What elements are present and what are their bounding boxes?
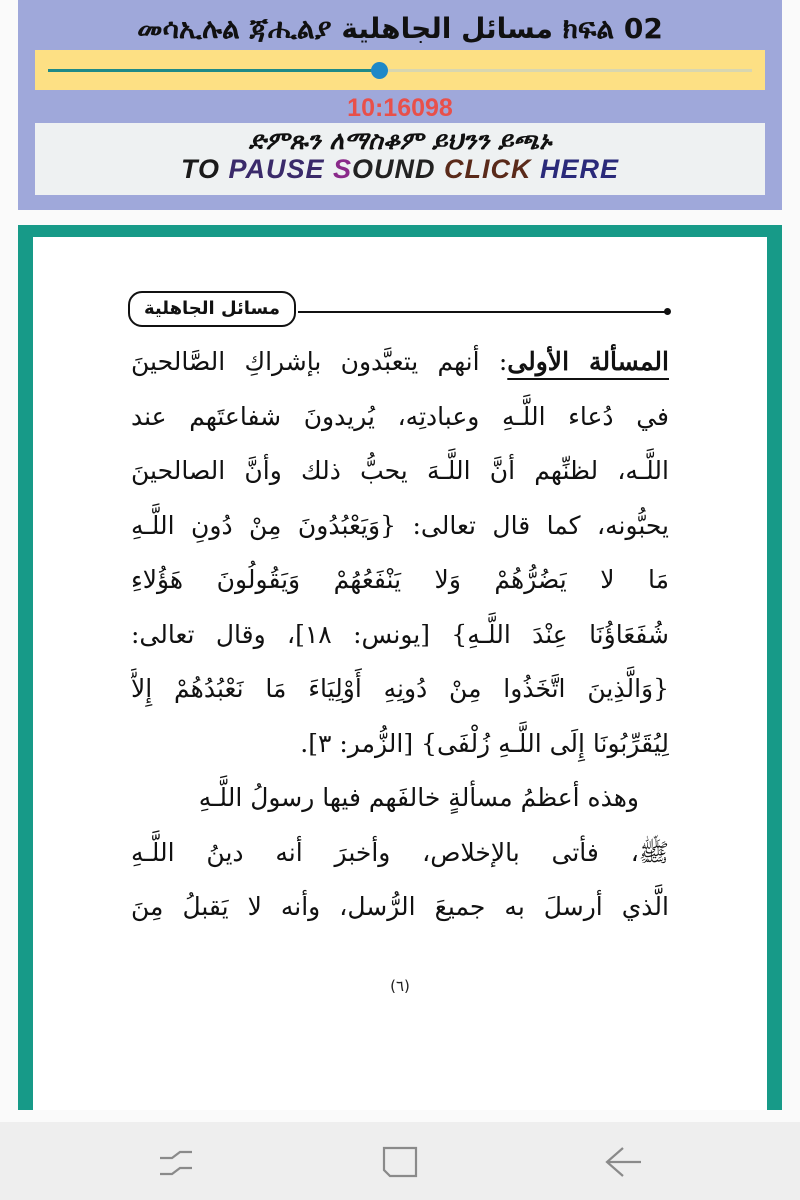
header-rule-dot <box>664 308 671 315</box>
page-number: (٦) <box>390 977 410 995</box>
seek-bar-progress <box>48 69 379 72</box>
seek-bar[interactable] <box>48 69 752 72</box>
seek-bar-container <box>35 50 765 90</box>
pause-label-segment: OUND <box>352 154 445 184</box>
text-span: : أنهم يتعبَّدون بإشراكِ الصَّالحينَ <box>131 347 508 376</box>
home-icon[interactable] <box>380 1142 420 1182</box>
pause-sound-button[interactable] <box>35 123 765 195</box>
text-line: اللَّـه، لظنِّهم أنَّ اللَّـهَ يحبُّ ذلك وأنَّ الصالحينَ <box>131 456 669 485</box>
header-rule <box>298 311 668 313</box>
text-line: ﷺ، فأتى بالإخلاص، وأخبرَ أنه دينُ اللَّـهِ <box>131 837 669 867</box>
pause-label-segment: CLICK <box>444 154 541 184</box>
book-page-frame <box>18 225 782 1110</box>
book-page[interactable] <box>33 237 767 1110</box>
text-line: {وَالَّذِينَ اتَّخَذُوا مِنْ دُونِهِ أَوْلِيَاءَ مَا نَعْبُدُهُمْ إِلاَّ <box>131 674 669 703</box>
pause-label-segment: PAUSE <box>228 154 333 184</box>
text-line: شُفَعَاؤُنَا عِنْدَ اللَّـهِ} [يونس: ١٨]، وقال تعالى: <box>131 619 669 649</box>
text-line: مَا لا يَضُرُّهُمْ وَلا يَنْفَعُهُمْ وَيَقُولُونَ هَؤُلاءِ <box>131 565 669 594</box>
text-line: وهذه أعظمُ مسألةٍ خالفَهم فيها رسولُ اللَّـهِ <box>198 783 639 812</box>
track-title: መሳኢሉል ጃሒልያ مسائل الجاهلية ክፍል 02 <box>137 12 663 45</box>
pause-label-segment: TO <box>180 154 229 184</box>
text-line: في دُعاء اللَّـهِ وعبادتِه، يُريدونَ شفاعتَهم عند <box>131 401 669 431</box>
seek-bar-thumb[interactable] <box>371 62 388 79</box>
page-text <box>131 335 669 935</box>
header-badge: مسائل الجاهلية <box>128 291 296 327</box>
page-header <box>128 289 668 329</box>
text-line: يحبُّونه، كما قال تعالى: {وَيَعْبُدُونَ مِنْ دُونِ اللَّـهِ <box>131 510 669 540</box>
pause-label-amharic: ድምጹን ለማስቆም ይህንን ይጫኑ <box>248 126 552 155</box>
back-icon[interactable] <box>603 1142 643 1182</box>
text-line: لِيُقَرِّبُونَا إِلَى اللَّـهِ زُلْفَى} [الزُّمر: ٣]. <box>300 728 669 758</box>
recent-apps-icon[interactable] <box>156 1142 196 1182</box>
playback-time: 10:16098 <box>347 94 453 122</box>
pause-label-english <box>35 154 765 185</box>
text-line <box>131 335 669 390</box>
text-line: الَّذي أرسلَ به جميعَ الرُّسل، وأنه لا يَقبلُ مِنَ <box>131 892 669 921</box>
pause-label-segment: HERE <box>540 154 620 184</box>
player-panel <box>18 0 782 210</box>
section-title: المسألة الأولى <box>507 347 669 376</box>
system-nav-bar <box>0 1122 800 1200</box>
pause-label-segment: S <box>333 154 353 184</box>
